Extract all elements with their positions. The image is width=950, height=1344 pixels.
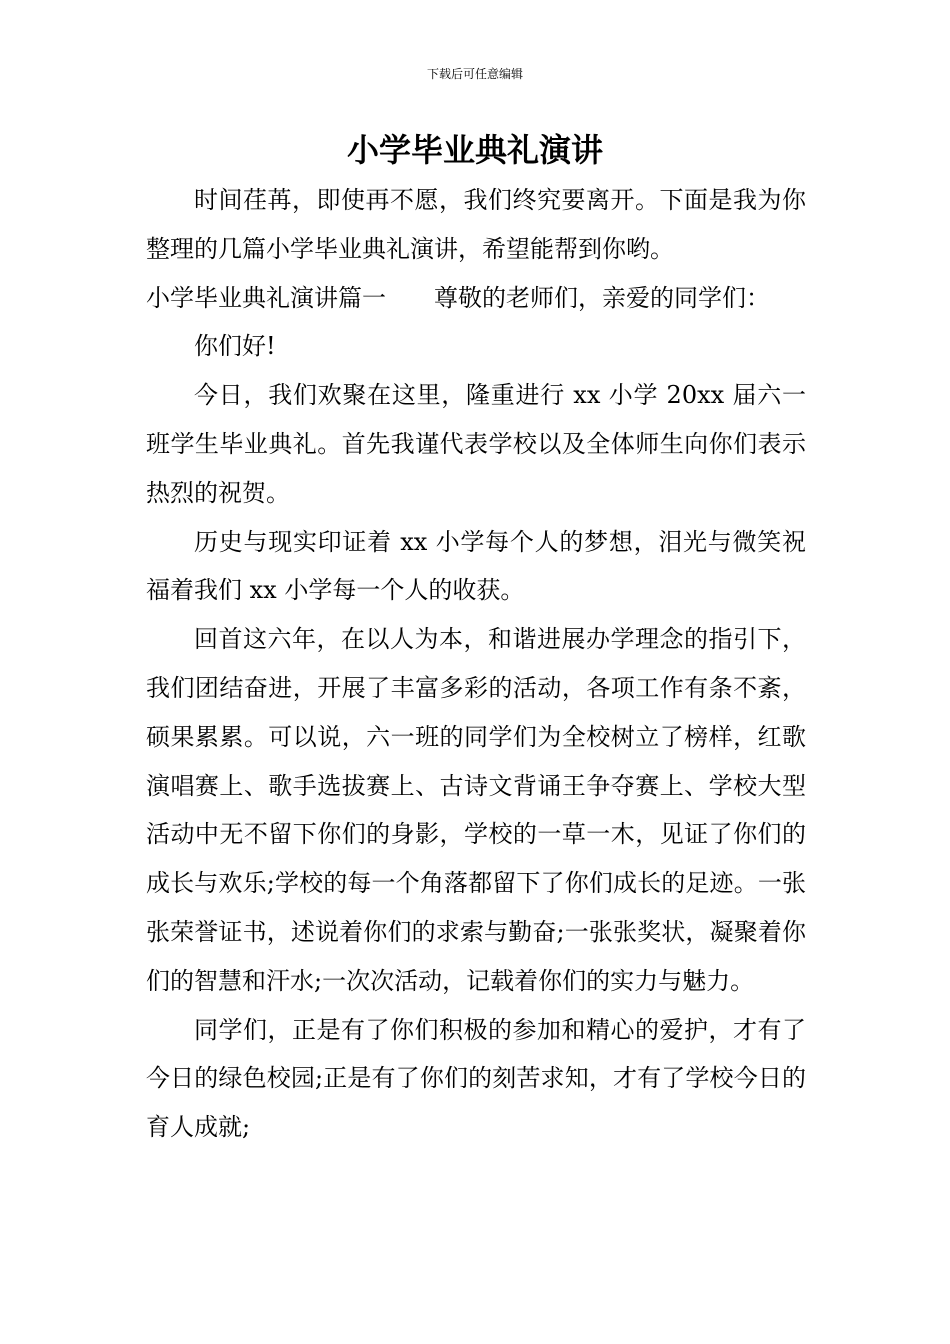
body-paragraph: 回首这六年，在以人为本，和谐进展办学理念的指引下，我们团结奋进，开展了丰富多彩的活动，各项工作有条不紊，硕果累累。可以说，六一班的同学们为全校树立了榜样，红歌演唱赛上、歌手选拔赛上、古诗文背诵王争夺赛上、学校大型活动中无不留下你们的身影，学校的一草一木，见证了你们的成长与欢乐;学校的每一个角落都留下了你们成长的足迹。一张张荣誉证书，述说着你们的求索与勤奋;一张张奖状，凝聚着你们的智慧和汗水;一次次活动，记载着你们的实力与魅力。	[146, 625, 806, 995]
header-note: 下载后可任意编辑	[426, 67, 523, 81]
intro-paragraph: 时间荏苒，即使再不愿，我们终究要离开。下面是我为你整理的几篇小学毕业典礼演讲，希望能帮到你哟。	[146, 186, 806, 263]
section-heading-line	[146, 274, 806, 323]
section-heading: 小学毕业典礼演讲篇一	[146, 283, 386, 312]
document-body	[146, 176, 806, 1152]
salutation: 尊敬的老师们，亲爱的同学们：	[434, 283, 770, 312]
body-paragraph: 今日，我们欢聚在这里，隆重进行 xx 小学 20xx 届六一班学生毕业典礼。首先我谨代表学校以及全体师生向你们表示热烈的祝贺。	[146, 381, 806, 507]
greeting: 你们好!	[194, 332, 276, 361]
body-paragraph: 历史与现实印证着 xx 小学每个人的梦想，泪光与微笑祝福着我们 xx 小学每一个人的收获。	[146, 527, 806, 605]
body-paragraph: 同学们，正是有了你们积极的参加和精心的爱护，才有了今日的绿色校园;正是有了你们的刻苦求知，才有了学校今日的育人成就;	[146, 1015, 806, 1142]
document-title: 小学毕业典礼演讲	[346, 131, 603, 169]
